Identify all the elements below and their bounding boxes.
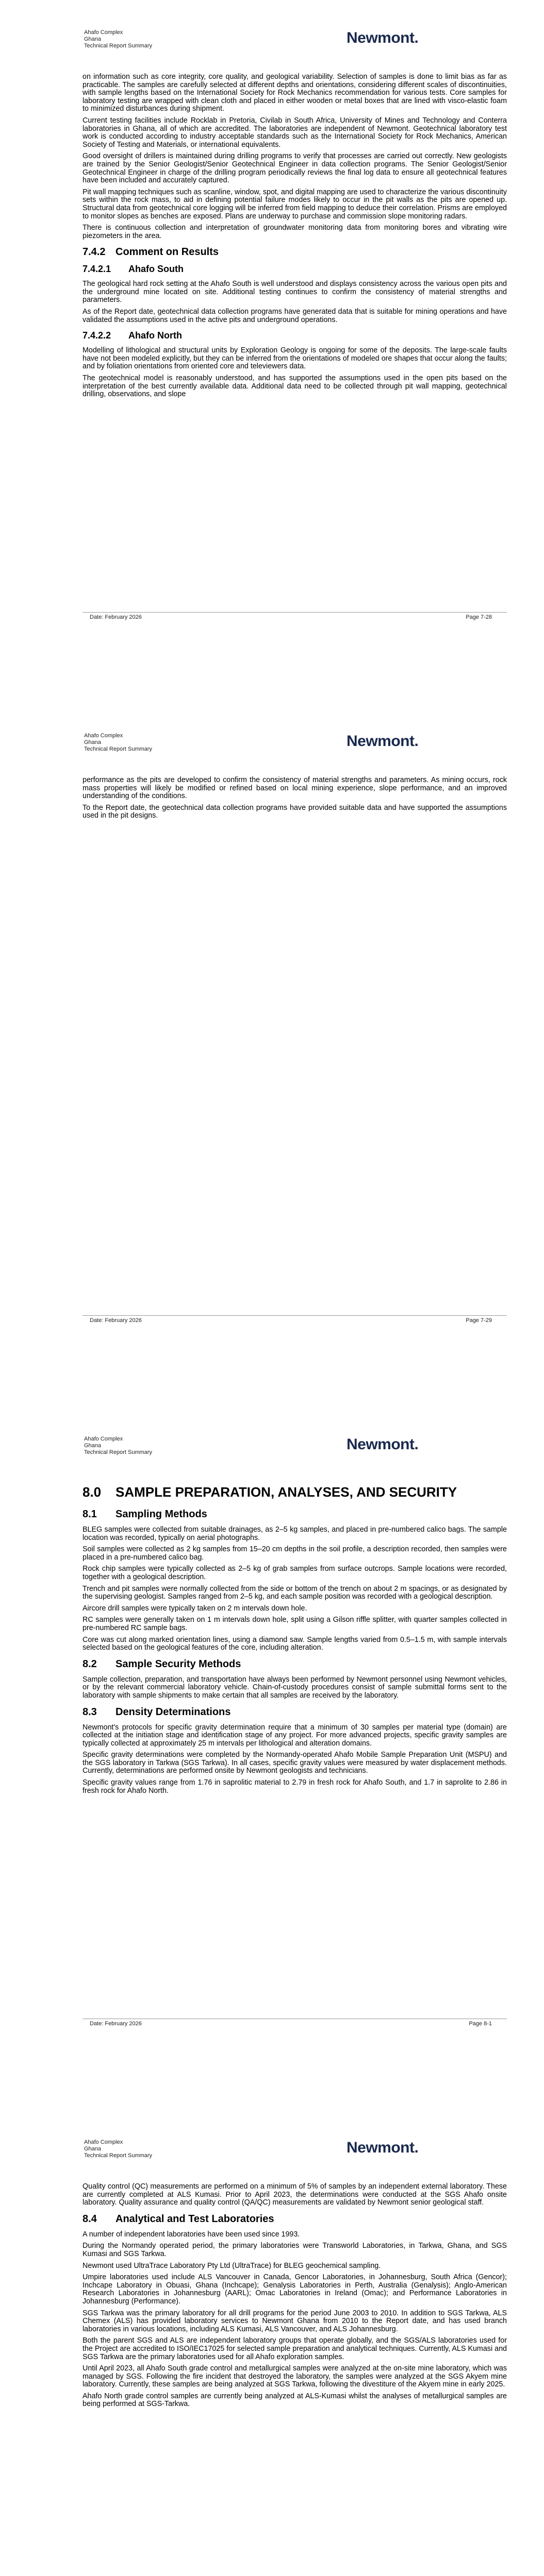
footer-date: Date: February 2026 bbox=[90, 1317, 142, 1324]
page-7-29 bbox=[0, 703, 544, 1406]
page-8-1 bbox=[0, 1406, 544, 2110]
header-report-type: Technical Report Summary bbox=[84, 2153, 153, 2159]
chapter-title: SAMPLE PREPARATION, ANALYSES, AND SECURITY bbox=[116, 1484, 457, 1500]
logo-wordmark: Newmont. bbox=[347, 2139, 419, 2156]
paragraph: BLEG samples were collected from suitable drainages, as 2–5 kg samples, and placed in pre-numbered calico bags. The sample location was recorded, typically on aerial photographs. bbox=[83, 1526, 507, 1542]
page-footer bbox=[90, 614, 492, 620]
section-number: 7.4.2.2 bbox=[83, 330, 111, 341]
paragraph: Modelling of lithological and structural units by Exploration Geology is ongoing for some of the deposits. The large-scale faults have not been modeled explicitly, but they can be inferred from the orientations of modeled ore shapes that occur along the faults; and by foliation orientations from oriented core and televiewers data. bbox=[83, 346, 507, 371]
section-number: 7.4.2.1 bbox=[83, 264, 111, 275]
report-header bbox=[84, 2139, 152, 2159]
section-number: 7.4.2 bbox=[83, 246, 106, 258]
footer-date: Date: February 2026 bbox=[90, 2021, 142, 2027]
logo-wordmark: Newmont. bbox=[347, 733, 419, 750]
section-title: Analytical and Test Laboratories bbox=[116, 2213, 274, 2225]
section-heading-8-1 bbox=[83, 1509, 507, 1520]
footer-rule bbox=[83, 612, 507, 613]
page-7-28 bbox=[0, 0, 544, 703]
page-8-2 bbox=[0, 2110, 544, 2576]
paragraph: Specific gravity values range from 1.76 in saprolitic material to 2.79 in fresh rock for Ahafo South, and 1.7 in saprolite to 2.86 in fresh rock for Ahafo North. bbox=[83, 1778, 507, 1795]
paragraph: performance as the pits are developed to confirm the consistency of material strengths and parameters. As mining occurs, rock mass properties will likely be modified or refined based on local mining experience, slope performance, and an improved understanding of the conditions. bbox=[83, 776, 507, 801]
header-country: Ghana bbox=[84, 1443, 102, 1449]
newmont-logo bbox=[347, 1436, 418, 1453]
section-heading-7-4-2 bbox=[83, 246, 507, 258]
header-project: Ahafo Complex bbox=[84, 733, 123, 739]
paragraph: Specific gravity determinations were completed by the Normandy-operated Ahafo Mobile Sample Preparation Unit (MSPU) and the SGS laboratory in Tarkwa (SGS Tarkwa). In all cases, specific gravity values were measured by water displacement methods. Currently, determinations are performed onsite by Newmont geologists and technicians. bbox=[83, 1751, 507, 1775]
footer-date: Date: February 2026 bbox=[90, 614, 142, 620]
section-title: Ahafo North bbox=[128, 330, 182, 341]
paragraph: Sample collection, preparation, and transportation have always been performed by Newmont personnel using Newmont vehicles, or by the relevant commercial laboratory vehicle. Chain-of-custody procedures consist of sample submittal forms sent to the laboratory with sample shipments to make certain that all samples are received by the laboratory. bbox=[83, 1675, 507, 1700]
paragraph: Until April 2023, all Ahafo South grade control and metallurgical samples were analyzed at the on-site mine laboratory, which was managed by SGS. Following the fire incident that destroyed the laboratory, the samples were analyzed at the SGS Akyem mine laboratory. Currently, these samples are being analyzed at SGS Tarkwa, following the divestiture of the Akyem mine in early 2025. bbox=[83, 2364, 507, 2389]
paragraph: Good oversight of drillers is maintained during drilling programs to verify that processes are carried out correctly. New geologists are trained by the Senior Geologist/Senior Geotechnical Engineer in data collection programs. The Senior Geologist/Senior Geotechnical Engineer in charge of the drilling program periodically reviews the final log data to ensure all geotechnical features have been included and accurately captured. bbox=[83, 152, 507, 185]
section-number: 8.3 bbox=[83, 1706, 97, 1718]
paragraph: RC samples were generally taken on 1 m intervals down hole, split using a Gilson riffle splitter, with quarter samples collected in pre-numbered RC sample bags. bbox=[83, 1616, 507, 1632]
paragraph: The geological hard rock setting at the Ahafo South is well understood and displays consistency across the various open pits and the underground mine located on site. Additional testing continues to confirm the consistency of material strengths and parameters. bbox=[83, 280, 507, 304]
section-title: Sample Security Methods bbox=[116, 1658, 241, 1670]
paragraph: Trench and pit samples were normally collected from the side or bottom of the trench on about 2 m spacings, or as designated by the supervising geologist. Samples ranged from 2–5 kg, and each sample position was recorded with a geological description. bbox=[83, 1584, 507, 1601]
page-body bbox=[83, 776, 507, 824]
section-title: Sampling Methods bbox=[116, 1509, 207, 1520]
section-title: Density Determinations bbox=[116, 1706, 231, 1718]
footer-page-number: Page 7-29 bbox=[466, 1317, 492, 1324]
section-heading-8-4 bbox=[83, 2213, 507, 2225]
paragraph: Core was cut along marked orientation lines, using a diamond saw. Sample lengths varied from 0.5–1.5 m, with sample intervals selected based on the geological features of the core, including alteration. bbox=[83, 1635, 507, 1652]
section-heading-8-2 bbox=[83, 1658, 507, 1670]
paragraph: Current testing facilities include Rocklab in Pretoria, Civilab in South Africa, University of Mines and Technology and Conterra laboratories in Ghana, all of which are accredited. The laboratories are independent of Newmont. Geotechnical laboratory test work is conducted according to industry acceptable standards such as the International Society for Rock Mechanics, American Society of Testing and Materials, or international equivalents. bbox=[83, 116, 507, 149]
newmont-logo bbox=[347, 30, 418, 46]
page-body bbox=[83, 2183, 507, 2412]
section-heading-7-4-2-2 bbox=[83, 330, 507, 341]
report-header bbox=[84, 29, 152, 49]
logo-wordmark: Newmont. bbox=[347, 29, 419, 46]
paragraph: Quality control (QC) measurements are performed on a minimum of 5% of samples by an independent external laboratory. These are currently completed at ALS Kumasi. Prior to April 2023, the determinations were conducted at the SGS Ahafo onsite laboratory. Quality assurance and quality control (QA/QC) measurements are validated by Newmont senior geological staff. bbox=[83, 2182, 507, 2207]
section-number: 8.2 bbox=[83, 1658, 97, 1670]
newmont-logo bbox=[347, 2140, 418, 2156]
section-title: Comment on Results bbox=[116, 246, 219, 258]
paragraph: Umpire laboratories used include ALS Vancouver in Canada, Gencor Laboratories, in Johannesburg, South Africa (Gencor); Inchcape Laboratory in Obuasi, Ghana (Inchcape); Genalysis Laboratories in Perth, Australia (Genalysis); Anglo-American Research Laboratories in Johannesburg (AARL); Omac Laboratories in Ireland (Omac); and Performance Laboratories in Johannesburg (Performance). bbox=[83, 2273, 507, 2306]
paragraph: A number of independent laboratories have been used since 1993. bbox=[83, 2230, 300, 2239]
paragraph: During the Normandy operated period, the primary laboratories were Transworld Laboratories, in Tarkwa, Ghana, and SGS Kumasi and SGS Tarkwa. bbox=[83, 2242, 507, 2258]
footer-rule bbox=[83, 1315, 507, 1316]
paragraph: Newmont's protocols for specific gravity determination require that a minimum of 30 samples per material type (domain) are collected at the initiation stage and identification stage of any project. For more advanced projects, specific gravity samples are typically collected at approximately 25 m intervals per lithological and alteration domains. bbox=[83, 1723, 507, 1748]
paragraph: Pit wall mapping techniques such as scanline, window, spot, and digital mapping are used to characterize the various discontinuity sets within the rock mass, to aid in defining potential failure modes likely to occur in the pit walls as the pits are opened up. Structural data from geotechnical core logging will be inferred from field mapping to deduce their correlation. Prisms are employed to monitor slopes as benches are exposed. Plans are underway to purchase and commission slope monitoring radars. bbox=[83, 188, 507, 221]
header-project: Ahafo Complex bbox=[84, 2139, 123, 2145]
header-report-type: Technical Report Summary bbox=[84, 43, 153, 49]
section-heading-8-3 bbox=[83, 1706, 507, 1718]
paragraph: There is continuous collection and interpretation of groundwater monitoring data from monitoring bores and vibrating wire piezometers in the area. bbox=[83, 224, 507, 240]
header-report-type: Technical Report Summary bbox=[84, 1449, 153, 1455]
chapter-heading-8-0 bbox=[83, 1485, 507, 1499]
report-header bbox=[84, 1436, 152, 1456]
paragraph: To the Report date, the geotechnical data collection programs have provided suitable data and have supported the assumptions used in the pit designs. bbox=[83, 803, 507, 820]
page-footer bbox=[90, 1317, 492, 1324]
paragraph: Rock chip samples were typically collected as 2–5 kg of grab samples from surface outcrops. Sample locations were recorded, together with a geological description. bbox=[83, 1565, 507, 1581]
section-number: 8.4 bbox=[83, 2213, 97, 2225]
paragraph: Newmont used UltraTrace Laboratory Pty Ltd (UltraTrace) for BLEG geochemical sampling. bbox=[83, 2261, 381, 2270]
section-heading-7-4-2-1 bbox=[83, 264, 507, 274]
report-header bbox=[84, 733, 152, 753]
paragraph: The geotechnical model is reasonably understood, and has supported the assumptions used in the open pits based on the interpretation of the best currently available data. Additional data need to be collected through pit wall mapping, geotechnical drilling, observations, and slope bbox=[83, 374, 507, 399]
chapter-number: 8.0 bbox=[83, 1484, 102, 1500]
paragraph: As of the Report date, geotechnical data collection programs have generated data that is suitable for mining operations and have validated the assumptions used in the active pits and underground operations. bbox=[83, 308, 507, 324]
page-footer bbox=[90, 2021, 492, 2027]
header-country: Ghana bbox=[84, 36, 102, 42]
page-body bbox=[83, 1483, 507, 1799]
page-body bbox=[83, 73, 507, 402]
section-title: Ahafo South bbox=[128, 264, 184, 275]
paragraph: Both the parent SGS and ALS are independent laboratory groups that operate globally, and the SGS/ALS laboratories used for the Project are accredited to ISO/IEC17025 for selected sample preparation and analytical techniques. Currently, ALS Kumasi and SGS Tarkwa are the primary laboratories used for all Ahafo exploration samples. bbox=[83, 2336, 507, 2361]
header-report-type: Technical Report Summary bbox=[84, 746, 153, 752]
header-country: Ghana bbox=[84, 739, 102, 745]
header-project: Ahafo Complex bbox=[84, 1436, 123, 1442]
logo-wordmark: Newmont. bbox=[347, 1436, 419, 1453]
header-country: Ghana bbox=[84, 2146, 102, 2152]
footer-page-number: Page 8-1 bbox=[469, 2021, 492, 2027]
paragraph: Ahafo North grade control samples are currently being analyzed at ALS-Kumasi whilst the analyses of metallurgical samples are being performed at SGS-Tarkwa. bbox=[83, 2392, 507, 2409]
paragraph: SGS Tarkwa was the primary laboratory for all drill programs for the period June 2003 to 2010. In addition to SGS Tarkwa, ALS Chemex (ALS) has provided laboratory services to Newmont Ghana from 2010 to the Report date, and has used branch laboratories in various locations, including ALS Kumasi, ALS Vancouver, and ALS Johannesburg. bbox=[83, 2309, 507, 2333]
paragraph: Aircore drill samples were typically taken on 2 m intervals down hole. bbox=[83, 1604, 307, 1613]
footer-page-number: Page 7-28 bbox=[466, 614, 492, 620]
paragraph: on information such as core integrity, core quality, and geological variability. Selection of samples is done to limit bias as far as practicable. The samples are carefully selected at different depths and orientations, considering different scales of discontinuities, with sample lengths based on the International Society for Rock Mechanics recommendation for various tests. Core samples for laboratory testing are wrapped with clean cloth and placed in either wooden or metal boxes that are lined with visco-elastic foam to minimized disturbances during shipment. bbox=[83, 73, 507, 113]
paragraph: Soil samples were collected as 2 kg samples from 15–20 cm depths in the soil profile, a description recorded, then samples were placed in a pre-numbered calico bag. bbox=[83, 1545, 507, 1562]
header-project: Ahafo Complex bbox=[84, 29, 123, 36]
newmont-logo bbox=[347, 733, 418, 750]
section-number: 8.1 bbox=[83, 1509, 97, 1520]
